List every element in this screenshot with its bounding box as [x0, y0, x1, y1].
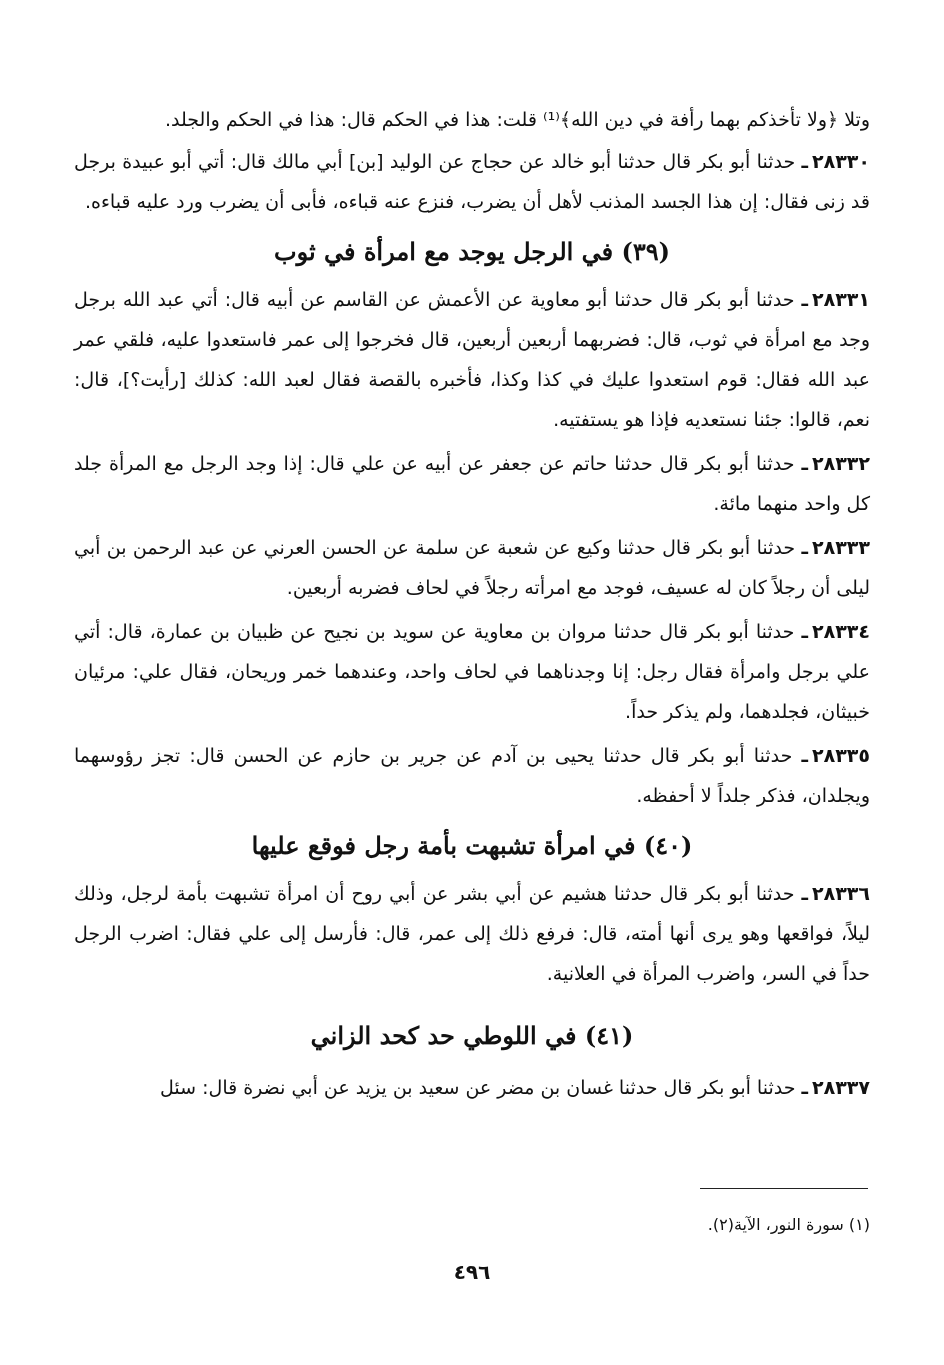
hadith-number: ٢٨٣٣٣	[812, 537, 870, 559]
hadith-number: ٢٨٣٣٤	[812, 621, 870, 643]
hadith-28337	[74, 1068, 870, 1108]
hadith-text: حدثنا أبو بكر قال حدثنا وكيع عن شعبة عن سلمة عن الحسن العرني عن عبد الرحمن بن أبي ليلى أن رجلاً كان له عسيف، فوجد مع امرأته رجلاً في لحاف فضربه أربعين.	[74, 537, 870, 599]
hadith-text: حدثنا أبو بكر قال حدثنا حاتم عن جعفر عن أبيه عن علي قال: إذا وجد الرجل مع المرأة جلد كل واحد منهما مائة.	[74, 453, 870, 515]
hadith-text: حدثنا أبو بكر قال حدثنا مروان بن معاوية عن سويد بن نجيح عن ظبيان بن عمارة، قال: أتي علي برجل وامرأة فقال رجل: إنا وجدناهما في لحاف واحد، وعندهما خمر وريحان، فقال علي: مرئيان خبيثان، فجلدهما، ولم يذكر حداً.	[74, 621, 870, 723]
hadith-28336	[74, 874, 870, 994]
hadith-text: حدثنا أبو بكر قال حدثنا أبو معاوية عن الأعمش عن القاسم عن أبيه قال: أتي عبد الله برجل وجد مع امرأة في ثوب، قال: فضربهما أربعين أربعين، قال فخرجوا إلى عمر فاستعدوا عليه، فلقي عمر عبد الله فقال: قوم استعدوا عليك في كذا وكذا، فأخبره بالقصة فقال لعبد الله: كذلك [رأيت؟]، قال: نعم، قالوا: جئنا نستعديه فإذا هو يستفتيه.	[74, 289, 870, 431]
hadith-number: ٢٨٣٣٧	[812, 1077, 870, 1099]
hadith-28335	[74, 736, 870, 816]
hadith-separator: ـ	[801, 537, 809, 559]
hadith-text: حدثنا أبو بكر قال حدثنا هشيم عن أبي بشر عن أبي روح أن امرأة تشبهت بأمة لرجل، وذلك ليلاً، فواقعها وهو يرى أنها أمته، قال: فرفع ذلك إلى عمر، قال: فأرسل إلى علي فقال: اضرب الرجل حداً في السر، واضرب المرأة في العلانية.	[74, 883, 870, 985]
chapter-title-39: (٣٩) في الرجل يوجد مع امرأة في ثوب	[274, 237, 670, 266]
hadith-separator: ـ	[801, 745, 809, 767]
hadith-separator: ـ	[801, 453, 809, 475]
hadith-separator: ـ	[801, 151, 809, 173]
hadith-separator: ـ	[801, 621, 808, 643]
hadith-28333	[74, 528, 870, 608]
hadith-separator: ـ	[801, 1077, 809, 1099]
page-body	[74, 100, 870, 1112]
hadith-28330	[74, 142, 870, 222]
page-number: ٤٩٦	[453, 1260, 491, 1284]
hadith-text: حدثنا أبو بكر قال حدثنا أبو خالد عن حجاج عن الوليد [بن] أبي مالك قال: أتي أبو عبيدة برجل قد زنى فقال: إن هذا الجسد المذنب لأهل أن يضرب، فنزع عنه قباءه، فأبى أن يضرب ورد عليه قباءه.	[74, 151, 870, 213]
hadith-separator: ـ	[801, 289, 809, 311]
hadith-number: ٢٨٣٣١	[812, 289, 870, 311]
hadith-28332	[74, 444, 870, 524]
hadith-separator: ـ	[801, 883, 809, 905]
hadith-number: ٢٨٣٣٠	[812, 151, 870, 173]
footnote: (١) سورة النور، الآية(٢).	[707, 1215, 870, 1234]
hadith-number: ٢٨٣٣٥	[812, 745, 870, 767]
hadith-text: حدثنا أبو بكر قال حدثنا غسان بن مضر عن سعيد بن يزيد عن أبي نضرة قال: سئل	[160, 1077, 796, 1099]
hadith-number: ٢٨٣٣٢	[812, 453, 870, 475]
hadith-number: ٢٨٣٣٦	[812, 883, 870, 905]
chapter-title-41: (٤١) في اللوطي حد كحد الزاني	[310, 1021, 634, 1050]
intro-paragraph: وتلا ﴿ولا تأخذكم بهما رأفة في دين الله﴾⁽¹⁾ قلت: هذا في الحكم قال: هذا في الحكم والجلد.	[164, 109, 870, 131]
footnote-divider	[700, 1188, 868, 1189]
hadith-text: حدثنا أبو بكر قال حدثنا يحيى بن آدم عن جرير بن حازم عن الحسن قال: تجز رؤوسهما ويجلدان، فذكر جلداً لا أحفظه.	[74, 745, 870, 807]
hadith-28334	[74, 612, 870, 732]
chapter-title-40: (٤٠) في امرأة تشبهت بأمة رجل فوقع عليها	[251, 831, 693, 860]
hadith-28331	[74, 280, 870, 440]
